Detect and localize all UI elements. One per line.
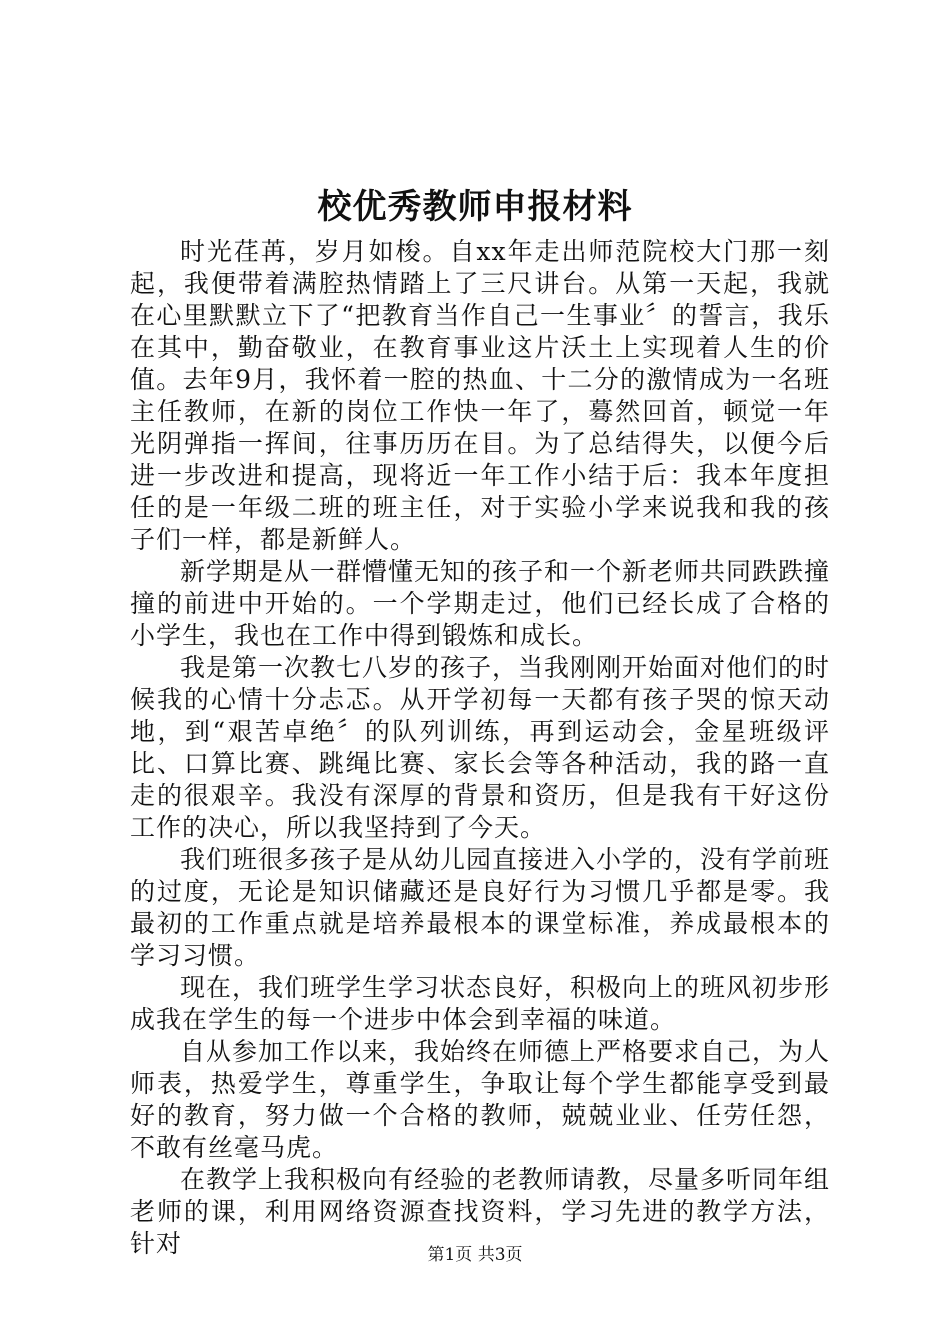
paragraph: 新学期是从一群懵懂无知的孩子和一个新老师共同跌跌撞撞的前进中开始的。一个学期走过，他们已经长成了合格的小学生，我也在工作中得到锻炼和成长。 [130,557,831,650]
paragraph: 我是第一次教七八岁的孩子，当我刚刚开始面对他们的时候我的心情十分忐忑。从开学初每一天都有孩子哭的惊天动地，到“艰苦卓绝〞的队列训练，再到运动会，金星班级评比、口算比赛、跳绳比赛、家长会等各种活动，我的路一直走的很艰辛。我没有深厚的背景和资历，但是我有干好这份工作的决心，所以我坚持到了今天。 [130,653,831,842]
document-body [130,236,830,1260]
paragraph: 在教学上我积极向有经验的老教师请教，尽量多听同年组老师的课，利用网络资源查找资料，学习先进的教学方法，针对 [130,1165,831,1258]
page-number-footer: 第1页 共3页 [427,1245,523,1265]
paragraph: 时光荏苒，岁月如梭。自xx年走出师范院校大门那一刻起，我便带着满腔热情踏上了三尺讲台。从第一天起，我就在心里默默立下了“把教育当作自己一生事业〞的誓言，我乐在其中，勤奋敬业，在教育事业这片沃土上实现着人生的价值。去年9月，我怀着一腔的热血、十二分的激情成为一名班主任教师，在新的岗位工作快一年了，蓦然回首，顿觉一年光阴弹指一挥间，往事历历在目。为了总结得失，以便今后进一步改进和提高，现将近一年工作小结于后：我本年度担任的是一年级二班的班主任，对于实验小学来说我和我的孩子们一样，都是新鲜人。 [130,237,830,554]
document-title: 校优秀教师申报材料 [317,187,633,227]
paragraph: 我们班很多孩子是从幼儿园直接进入小学的，没有学前班的过度，无论是知识储藏还是良好行为习惯几乎都是零。我最初的工作重点就是培养最根本的课堂标准，养成最根本的学习习惯。 [130,845,831,970]
paragraph: 自从参加工作以来，我始终在师德上严格要求自己，为人师表，热爱学生，尊重学生，争取让每个学生都能享受到最好的教育，努力做一个合格的教师，兢兢业业、任劳任怨，不敢有丝毫马虎。 [130,1037,831,1162]
paragraph: 现在，我们班学生学习状态良好，积极向上的班风初步形成我在学生的每一个进步中体会到幸福的味道。 [130,973,831,1034]
